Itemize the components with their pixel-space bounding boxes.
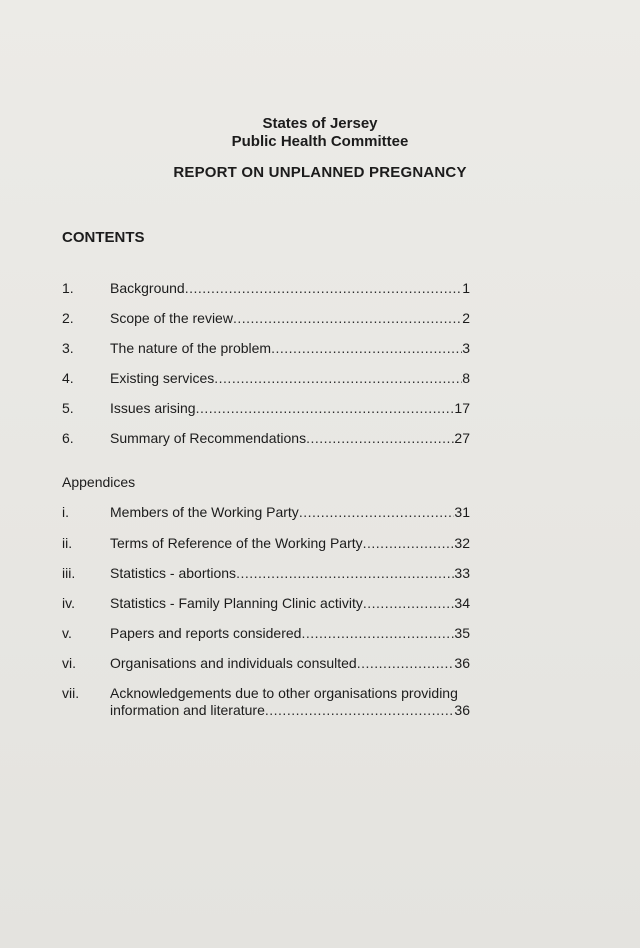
entry-title-line1: Acknowledgements due to other organisations providing (110, 685, 458, 701)
contents-heading: CONTENTS (62, 229, 145, 246)
entry-number: 4. (62, 370, 74, 386)
entry-page-number: 33 (454, 565, 470, 581)
contents-entry-3 (62, 340, 470, 357)
entry-number: iv. (62, 595, 75, 611)
entry-page-number: 2 (462, 310, 470, 326)
appendices-heading: Appendices (62, 474, 136, 490)
entry-page-number: 34 (454, 595, 470, 611)
entry-page-number: 3 (462, 340, 470, 356)
entry-page-number: 8 (462, 370, 470, 386)
entry-page-number: 27 (454, 430, 470, 446)
entry-number: vii. (62, 685, 80, 701)
header-committee: Public Health Committee (231, 133, 409, 150)
entry-title: Terms of Reference of the Working Party (110, 535, 363, 551)
dot-leader (363, 595, 455, 612)
entry-page-number: 1 (462, 280, 470, 296)
appendix-entry-v (62, 625, 470, 642)
entry-title: Background (110, 280, 185, 296)
entry-title: The nature of the problem (110, 340, 272, 356)
dot-leader (301, 625, 454, 642)
entry-title: Summary of Recommendations (110, 430, 307, 446)
entry-page-number: 36 (454, 702, 470, 718)
dot-leader (236, 565, 454, 582)
entry-number: 6. (62, 430, 74, 446)
entry-number: i. (62, 504, 69, 520)
contents-entry-2 (62, 310, 470, 327)
appendix-entry-vii (62, 685, 470, 719)
entry-number: ii. (62, 535, 73, 551)
dot-leader (363, 535, 455, 552)
dot-leader (265, 702, 455, 719)
entry-number: vi. (62, 655, 76, 671)
dot-leader (299, 504, 455, 521)
contents-entry-6 (62, 430, 470, 447)
dot-leader (214, 370, 462, 387)
appendix-entry-iii (62, 565, 470, 582)
entry-title: Organisations and individuals consulted (110, 655, 357, 671)
contents-entry-1 (62, 280, 470, 297)
contents-entry-4 (62, 370, 470, 387)
dot-leader (233, 310, 462, 327)
entry-page-number: 32 (454, 535, 470, 551)
entry-title: Papers and reports considered (110, 625, 302, 641)
dot-leader (196, 400, 455, 417)
dot-leader (357, 655, 455, 672)
appendix-entry-i (62, 504, 470, 521)
entry-title: Issues arising (110, 400, 196, 416)
entry-number: 3. (62, 340, 74, 356)
entry-number: v. (62, 625, 72, 641)
entry-title: Members of the Working Party (110, 504, 299, 520)
header-states-of-jersey: States of Jersey (262, 115, 378, 132)
entry-title: Scope of the review (110, 310, 233, 326)
report-title: REPORT ON UNPLANNED PREGNANCY (173, 164, 467, 181)
dot-leader (271, 340, 462, 357)
entry-page-number: 31 (454, 504, 470, 520)
entry-title-line2: information and literature (110, 702, 265, 718)
entry-title: Statistics - abortions (110, 565, 237, 581)
entry-page-number: 35 (454, 625, 470, 641)
dot-leader (306, 430, 454, 447)
entry-page-number: 17 (454, 400, 470, 416)
appendix-entry-ii (62, 535, 470, 552)
contents-entry-5 (62, 400, 470, 417)
entry-title: Existing services (110, 370, 215, 386)
appendix-entry-vi (62, 655, 470, 672)
dot-leader (185, 280, 462, 297)
entry-number: 2. (62, 310, 74, 326)
entry-number: 5. (62, 400, 74, 416)
entry-number: iii. (62, 565, 76, 581)
entry-title: Statistics - Family Planning Clinic activity (110, 595, 363, 611)
entry-page-number: 36 (454, 655, 470, 671)
appendix-entry-iv (62, 595, 470, 612)
entry-number: 1. (62, 280, 74, 296)
